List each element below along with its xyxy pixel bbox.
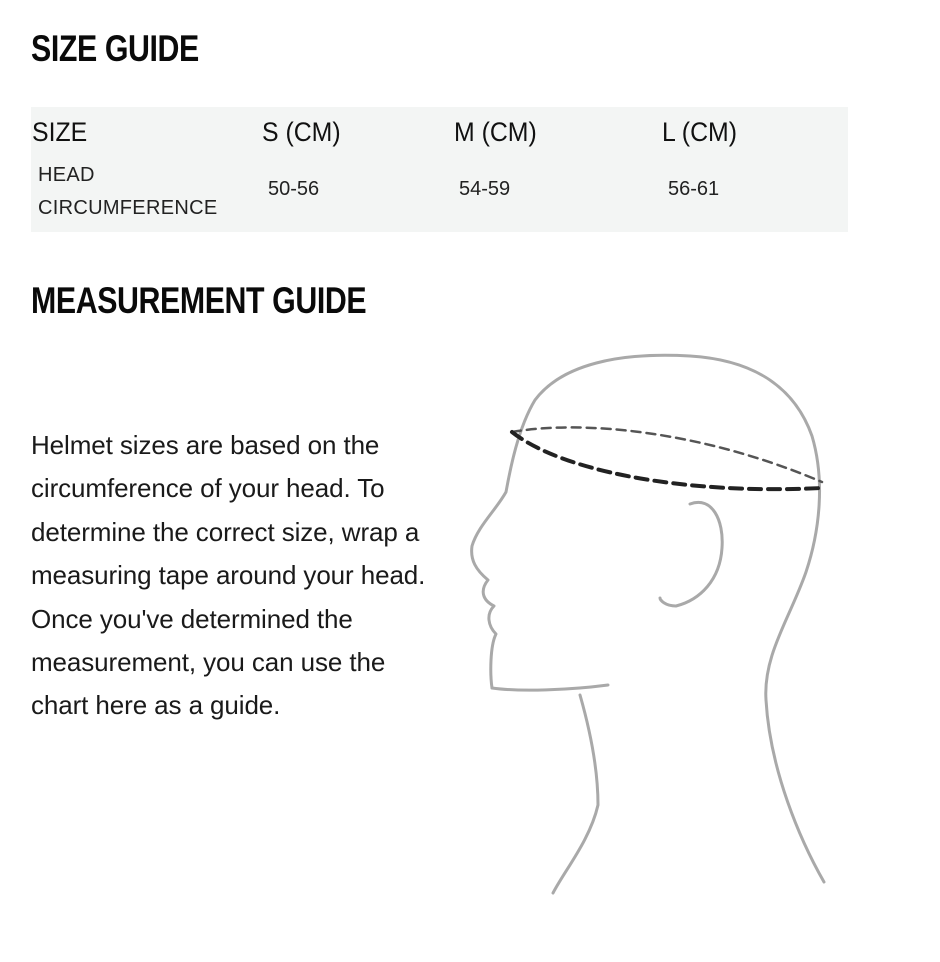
column-header-medium: M (CM): [454, 117, 537, 147]
column-header-large: L (CM): [662, 117, 737, 147]
large-value: 56-61: [668, 178, 720, 200]
medium-value: 54-59: [459, 178, 511, 200]
measurement-description: Helmet sizes are based on the circumference of your head. To determine the correct size, wrap a measuring tape around your head. Once you've determined the measurement, you can use the chart here as a guide.: [31, 430, 426, 721]
head-profile-measurement-icon: [460, 340, 840, 910]
column-header-size: SIZE: [32, 117, 88, 147]
size-guide-title: SIZE GUIDE: [31, 28, 199, 69]
size-table: [31, 107, 848, 232]
column-header-small: S (CM): [262, 117, 341, 147]
row-label-head-circumference: HEAD CIRCUMFERENCE: [38, 164, 218, 219]
measurement-guide-title: MEASUREMENT GUIDE: [31, 280, 367, 321]
small-value: 50-56: [268, 178, 320, 200]
